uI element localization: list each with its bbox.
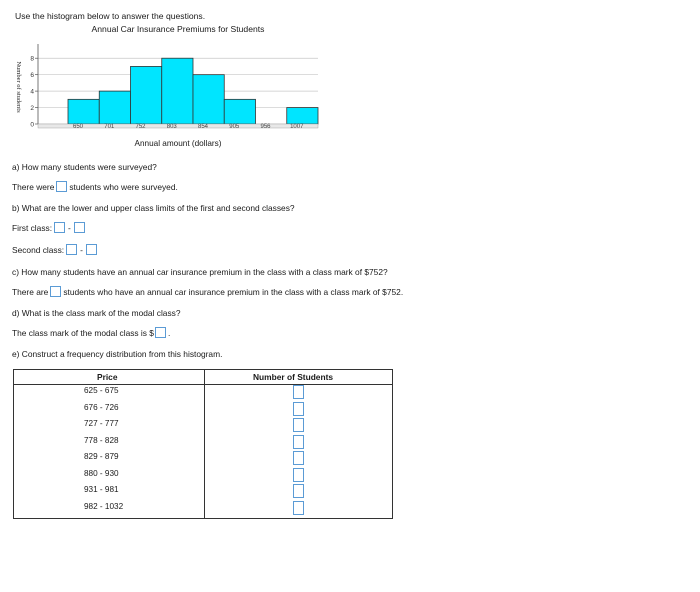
y-tick-label: 4 (30, 88, 34, 96)
x-tick-label: 701 (104, 124, 115, 130)
answer-a-input[interactable] (56, 181, 67, 192)
answer-a-line (12, 181, 178, 192)
second-class-label: Second class: (12, 244, 65, 255)
second-class-upper-input[interactable] (86, 244, 97, 255)
price-range-cell: 982 - 1032 (84, 501, 124, 511)
student-count-input[interactable] (293, 451, 304, 465)
answer-c-input[interactable] (50, 286, 61, 297)
question-a (12, 162, 157, 172)
y-tick-label: 8 (30, 55, 34, 63)
answer-d-line (12, 327, 170, 338)
second-class-lower-input[interactable] (66, 244, 77, 255)
price-range-cell: 727 - 777 (84, 419, 119, 428)
histogram-chart (0, 20, 340, 160)
instructions: Use the histogram below to answer the questions. (15, 11, 206, 21)
first-class-upper-input[interactable] (74, 222, 85, 233)
question-a-text: a) How many students were surveyed? (12, 162, 157, 172)
answer-d-suffix: . (167, 327, 171, 338)
price-column-header: Price (97, 372, 118, 382)
second-class-dash: - (80, 244, 83, 255)
student-count-input[interactable] (293, 484, 304, 498)
x-tick-label: 854 (197, 124, 209, 130)
student-count-input[interactable] (293, 402, 304, 416)
y-axis-label: Number of students (15, 61, 22, 113)
question-d-text: d) What is the class mark of the modal class? (12, 308, 181, 318)
answer-c-suffix: students who have an annual car insurance premium in the class with a class mark of $752. (63, 286, 404, 297)
question-e (12, 349, 222, 359)
answer-b-second-line (12, 244, 99, 255)
answer-d-prefix: The class mark of the modal class is $ (12, 327, 154, 338)
student-count-input[interactable] (293, 418, 304, 432)
histogram-bar (99, 91, 130, 124)
histogram-bar (224, 99, 255, 124)
first-class-dash: - (68, 222, 71, 233)
question-e-text: e) Construct a frequency distribution from this histogram. (12, 349, 223, 359)
histogram-bar (162, 58, 193, 124)
table-column-divider (204, 370, 205, 518)
x-tick-label: 650 (72, 124, 84, 130)
first-class-lower-input[interactable] (54, 222, 65, 233)
x-tick-label: 905 (229, 124, 240, 130)
x-tick-label: 956 (260, 124, 271, 130)
y-tick-label: 2 (30, 105, 34, 113)
price-range-cell: 880 - 930 (84, 468, 119, 478)
student-count-input[interactable] (293, 468, 304, 482)
histogram-bar (193, 75, 224, 124)
question-c-text: c) How many students have an annual car insurance premium in the class with a class mark of $752? (12, 267, 388, 277)
chart-title: Annual Car Insurance Premiums for Students (91, 24, 265, 34)
student-count-input[interactable] (293, 385, 304, 399)
x-tick-label: 803 (166, 124, 177, 130)
count-column-header: Number of Students (253, 372, 334, 382)
question-d (12, 308, 181, 318)
frequency-table (13, 369, 393, 519)
answer-b-first-line (12, 222, 87, 233)
price-range-cell: 625 - 675 (84, 386, 119, 395)
first-class-label: First class: (12, 222, 53, 233)
answer-a-prefix: There were (12, 181, 55, 192)
price-range-cell: 829 - 879 (84, 452, 119, 461)
y-tick-label: 6 (30, 72, 34, 80)
x-axis-label: Annual amount (dollars) (134, 139, 222, 148)
question-c (12, 267, 388, 277)
student-count-input[interactable] (293, 501, 304, 515)
student-count-input[interactable] (293, 435, 304, 449)
y-tick-label: 0 (30, 121, 34, 129)
answer-c-prefix: There are (12, 286, 49, 297)
price-range-cell: 676 - 726 (84, 402, 119, 412)
question-b-text: b) What are the lower and upper class limits of the first and second classes? (12, 203, 295, 213)
price-range-cell: 931 - 981 (84, 485, 119, 494)
answer-c-line (12, 286, 403, 297)
question-b (12, 203, 295, 213)
x-tick-label: 1007 (290, 124, 304, 130)
price-range-cell: 778 - 828 (84, 435, 119, 445)
histogram-bar (68, 99, 99, 124)
histogram-bar (287, 108, 318, 124)
answer-d-input[interactable] (155, 327, 166, 338)
answer-a-suffix: students who were surveyed. (69, 181, 178, 192)
x-tick-label: 752 (135, 124, 146, 130)
table-header-divider (14, 384, 392, 385)
histogram-bar (131, 66, 162, 124)
